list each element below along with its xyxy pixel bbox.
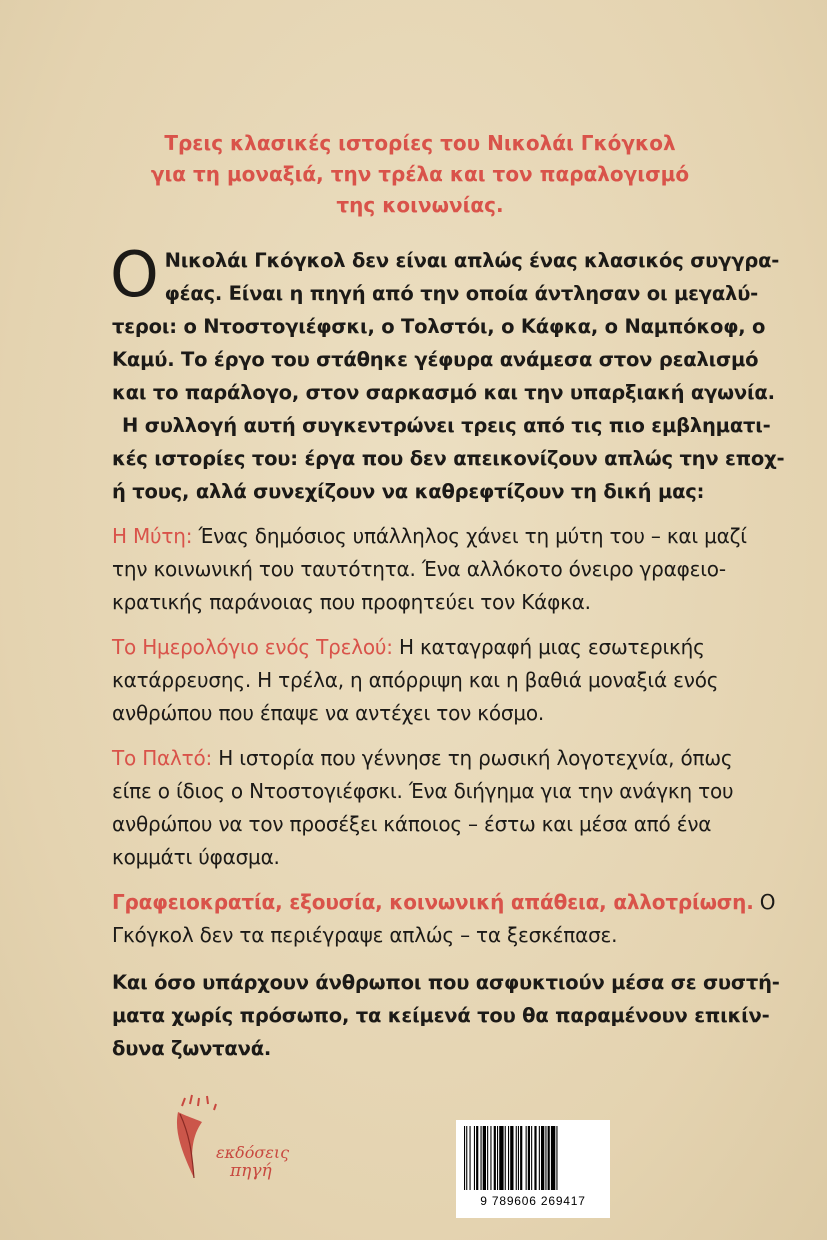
barcode-bar — [505, 1126, 506, 1190]
back-cover-tagline — [150, 128, 690, 221]
tagline-line: Τρεις κλασικές ιστορίες του Νικολάι Γκόγκολ — [164, 131, 676, 155]
barcode-bar — [464, 1126, 465, 1190]
barcode-bar — [487, 1126, 488, 1190]
barcode-bar — [539, 1126, 540, 1190]
barcode-bar — [483, 1126, 486, 1190]
publisher-name-line2: πηγή — [230, 1161, 272, 1181]
collection-paragraph — [112, 409, 785, 508]
barcode-bar — [518, 1126, 519, 1190]
drop-cap: Ο — [110, 238, 159, 311]
barcode-bar — [490, 1126, 491, 1190]
intro-line: φέας. Είναι η πηγή από την οποία άντλησαν οι μεγαλύ- — [164, 282, 759, 305]
feather-quill-icon — [168, 1092, 328, 1182]
story-line: κομμάτι ύφασμα. — [112, 845, 280, 869]
barcode-bar — [528, 1126, 530, 1190]
story-line: κατάρρευσης. Η τρέλα, η απόρριψη και η βαθιά μοναξιά ενός — [112, 668, 719, 692]
barcode-bar — [545, 1126, 546, 1190]
barcode-bar — [548, 1126, 550, 1190]
story-line: Η ιστορία που γέννησε τη ρωσική λογοτεχνία, όπως — [212, 746, 733, 770]
barcode-bar — [551, 1126, 555, 1190]
closing-paragraph — [112, 966, 780, 1065]
story-line: Η καταγραφή μιας εσωτερικής — [392, 635, 705, 659]
tagline-line: της κοινωνίας. — [336, 193, 504, 217]
story-line: είπε ο ίδιος ο Ντοστογιέφσκι. Ένα διήγημα για την ανάγκη του — [112, 779, 734, 803]
closing-line: Και όσο υπάρχουν άνθρωποι που ασφυκτιούν μέσα σε συστή- — [112, 971, 780, 994]
story-diary — [112, 631, 720, 730]
publisher-logo — [168, 1092, 328, 1182]
themes-paragraph — [112, 886, 776, 952]
story-title: Το Ημερολόγιο ενός Τρελού: — [112, 635, 393, 659]
isbn-number: 9 789606 269417 — [480, 1194, 586, 1208]
barcode-bar — [520, 1126, 522, 1190]
barcode-bar — [541, 1126, 544, 1190]
intro-line: Νικολάι Γκόγκολ δεν είναι απλώς ένας κλασικός συγγρα- — [164, 249, 780, 272]
intro-line: και το παράλογο, στον σαρκασμό και την υπαρξιακή αγωνία. — [112, 381, 775, 404]
barcode-bar — [526, 1126, 527, 1190]
story-line: ανθρώπου που έπαψε να αντέχει τον κόσμο. — [112, 701, 545, 725]
barcode-bar — [508, 1126, 509, 1190]
closing-line: δυνα ζωντανά. — [112, 1037, 272, 1060]
story-line: Ένας δημόσιος υπάλληλος χάνει τη μύτη του – και μαζί — [192, 524, 747, 548]
themes-highlight: Γραφειοκρατία, εξουσία, κοινωνική απάθεια, αλλοτρίωση. — [112, 890, 754, 914]
barcode-bar — [494, 1126, 496, 1190]
barcode-bar — [476, 1126, 478, 1190]
barcode-bar — [466, 1126, 467, 1190]
blurb-body — [110, 238, 785, 1065]
story-nose — [112, 520, 747, 619]
story-line: ανθρώπου να τον προσέξει κάποιος – έστω και μέσα από ένα — [112, 812, 712, 836]
story-title: Το Παλτό: — [112, 746, 213, 770]
barcode-bar — [497, 1126, 498, 1190]
story-line: την κοινωνική του ταυτότητα. Ένα αλλόκοτο όνειρο γραφειο- — [112, 557, 726, 581]
themes-line: Ο — [753, 890, 776, 914]
barcode-bar — [510, 1126, 513, 1190]
barcode-bar — [481, 1126, 482, 1190]
closing-line: ματα χωρίς πρόσωπο, τα κείμενά του θα παραμένουν επικίν- — [112, 1004, 770, 1027]
story-line: κρατικής παράνοιας που προφητεύει τον Κάφκα. — [112, 590, 591, 614]
barcode-bar — [556, 1126, 557, 1190]
story-overcoat — [112, 742, 734, 874]
intro-line: τεροι: ο Ντοστογιέφσκι, ο Τολστόι, ο Κάφκα, ο Ναμπόκοφ, ο — [112, 315, 766, 338]
intro-paragraph — [110, 238, 780, 409]
barcode-bar — [534, 1126, 536, 1190]
collection-line: ή τους, αλλά συνεχίζουν να καθρεφτίζουν τη δική μας: — [112, 480, 705, 503]
story-title: Η Μύτη: — [112, 524, 193, 548]
barcode-bar — [516, 1126, 517, 1190]
isbn-barcode — [456, 1120, 610, 1218]
barcode-bar — [499, 1126, 503, 1190]
barcode-bars — [462, 1126, 604, 1190]
publisher-name-line1: εκδόσεις — [216, 1143, 290, 1162]
themes-line: Γκόγκολ δεν τα περιέγραψε απλώς – τα ξεσκέπασε. — [112, 923, 618, 947]
tagline-line: για τη μοναξιά, την τρέλα και τον παραλογισμό — [150, 162, 690, 186]
intro-line: Καμύ. Το έργο του στάθηκε γέφυρα ανάμεσα στον ρεαλισμό — [112, 348, 759, 371]
barcode-bar — [531, 1126, 532, 1190]
barcode-bar — [470, 1126, 471, 1190]
barcode-bar — [474, 1126, 475, 1190]
collection-line: κές ιστορίες του: έργα που δεν απεικονίζουν απλώς την εποχ- — [112, 447, 785, 470]
collection-line: Η συλλογή αυτή συγκεντρώνει τρεις από τις πιο εμβληματι- — [122, 414, 771, 437]
